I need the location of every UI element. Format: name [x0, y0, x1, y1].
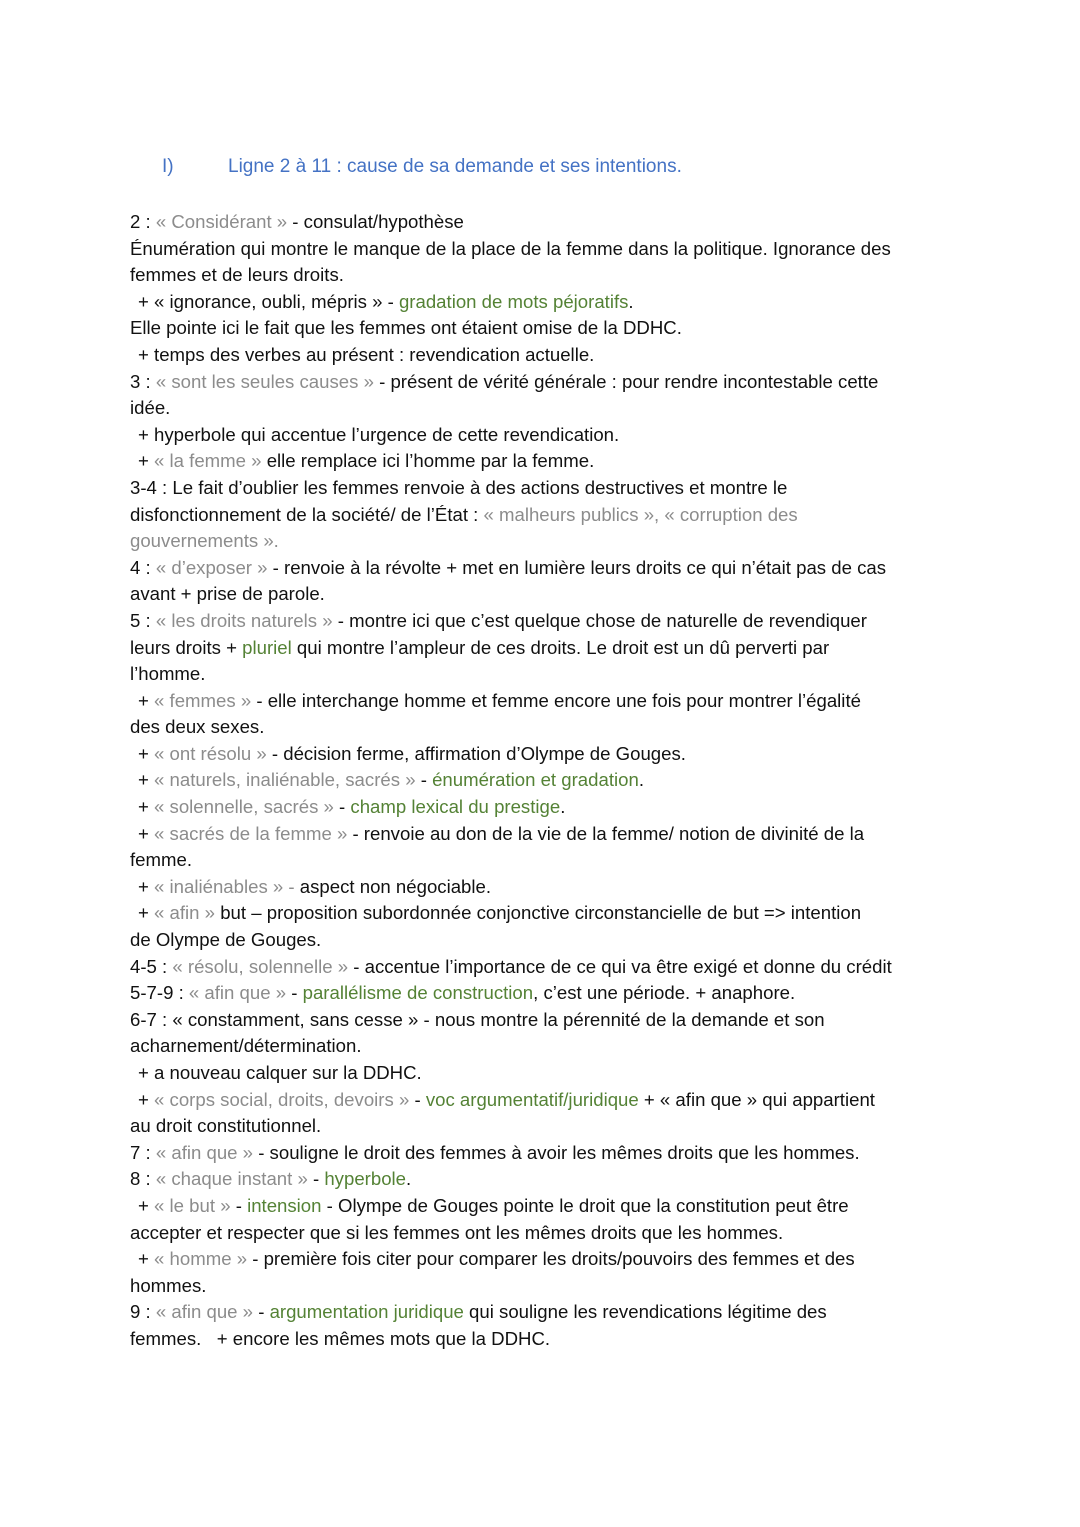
text-segment: , c’est une période. + anaphore.: [533, 982, 796, 1004]
text-segment: .: [560, 796, 566, 818]
text-segment: de Olympe de Gouges.: [130, 929, 322, 951]
quotation: « ont résolu »: [154, 742, 272, 764]
text-line: [130, 1140, 960, 1167]
quotation: « résolu, solennelle »: [172, 955, 354, 977]
text-segment: des deux sexes.: [130, 716, 265, 738]
text-line: [130, 289, 960, 316]
text-line: [130, 209, 960, 236]
text-segment: 9 :: [130, 1301, 156, 1323]
quotation: « le but »: [154, 1194, 236, 1216]
text-line: [130, 528, 960, 555]
text-segment: .: [638, 769, 644, 791]
literary-device: hyperbole: [324, 1168, 407, 1190]
text-segment: +: [138, 1248, 155, 1270]
text-segment: + temps des verbes au présent : revendication actuelle.: [138, 343, 595, 365]
text-segment: - renvoie au don de la vie de la femme/ notion de divinité de la: [352, 822, 865, 844]
text-segment: - elle interchange homme et femme encore une fois pour montrer l’égalité: [256, 689, 861, 711]
text-segment: elle remplace ici l’homme par la femme.: [266, 450, 595, 472]
quotation: « d’exposer »: [155, 556, 273, 578]
text-line: [130, 900, 960, 927]
text-line: [130, 794, 960, 821]
text-line: [130, 422, 960, 449]
text-segment: qui souligne les revendications légitime des: [463, 1301, 827, 1323]
text-line: [130, 980, 960, 1007]
text-segment: +: [138, 689, 155, 711]
text-line: [130, 767, 960, 794]
text-segment: +: [138, 796, 155, 818]
text-segment: acharnement/détermination.: [130, 1035, 362, 1057]
text-line: [130, 1273, 960, 1300]
text-segment: + « afin que » qui appartient: [638, 1088, 875, 1110]
text-segment: femmes. + encore les mêmes mots que la DDHC.: [130, 1327, 551, 1349]
text-segment: femmes et de leurs droits.: [130, 264, 344, 286]
text-segment: hommes.: [130, 1274, 207, 1296]
text-line: [130, 1166, 960, 1193]
text-segment: + a nouveau calquer sur la DDHC.: [138, 1062, 422, 1083]
text-segment: +: [138, 875, 155, 897]
text-segment: .: [406, 1168, 412, 1190]
section-number: I): [162, 156, 174, 177]
text-segment: 5-7-9 :: [130, 982, 189, 1004]
text-line: [130, 1299, 960, 1326]
literary-device: pluriel: [242, 636, 292, 658]
text-line: [130, 1193, 960, 1220]
text-segment: +: [138, 769, 155, 791]
text-segment: +: [138, 1088, 155, 1110]
text-segment: +: [138, 902, 155, 924]
literary-device: gradation de mots péjoratifs: [398, 290, 629, 312]
text-line: [130, 954, 960, 981]
text-line: [130, 821, 960, 848]
text-segment: aspect non négociable.: [299, 875, 492, 897]
text-segment: Elle pointe ici le fait que les femmes ont étaient omise de la DDHC.: [130, 317, 682, 339]
quotation: « les droits naturels »: [155, 609, 338, 631]
text-segment: 5 :: [130, 609, 156, 631]
text-line: [130, 741, 960, 768]
text-segment: + hyperbole qui accentue l’urgence de cette revendication.: [138, 423, 620, 445]
text-segment: +: [138, 1194, 155, 1216]
analysis-body: [130, 209, 960, 1353]
text-line: [130, 847, 960, 874]
quotation: « solennelle, sacrés »: [154, 796, 340, 818]
quotation: « femmes »: [154, 689, 257, 711]
text-segment: -: [235, 1194, 248, 1216]
text-segment: -: [258, 1301, 270, 1323]
text-segment: au droit constitutionnel.: [130, 1115, 322, 1137]
text-line: [130, 1246, 960, 1273]
text-segment: - accentue l’importance de ce qui va être exigé et donne du crédit: [353, 955, 892, 977]
text-line: [130, 874, 960, 901]
text-segment: 7 :: [130, 1141, 156, 1163]
quotation: « afin que »: [188, 982, 292, 1004]
text-segment: -: [291, 982, 303, 1004]
text-segment: but – proposition subordonnée conjonctive circonstancielle de but => intention: [220, 902, 862, 924]
quotation: « malheurs publics », « corruption des: [483, 503, 798, 525]
text-segment: disfonctionnement de la société/ de l’État :: [130, 503, 484, 525]
text-line: [130, 927, 960, 954]
text-line: [130, 262, 960, 289]
text-line: [130, 1113, 960, 1140]
text-segment: 4-5 :: [130, 955, 173, 977]
text-segment: 6-7 : « constamment, sans cesse » - nous montre la pérennité de la demande et son: [130, 1008, 825, 1030]
literary-device: argumentation juridique: [269, 1301, 464, 1323]
section-heading: [0, 156, 1080, 184]
text-line: [130, 1220, 960, 1247]
literary-device: voc argumentatif/juridique: [425, 1088, 639, 1110]
text-line: [130, 635, 960, 662]
quotation: « homme »: [154, 1248, 253, 1270]
text-segment: + « ignorance, oubli, mépris » -: [138, 290, 399, 312]
text-line: [130, 502, 960, 529]
quotation: « sont les seules causes »: [155, 370, 380, 392]
literary-device: intension: [247, 1194, 322, 1216]
text-line: [130, 581, 960, 608]
text-line: [130, 714, 960, 741]
text-segment: -: [420, 769, 433, 791]
text-line: [130, 236, 960, 263]
quotation: « afin »: [154, 902, 221, 924]
text-segment: femme.: [130, 849, 192, 871]
text-segment: +: [138, 742, 155, 764]
quotation: « corps social, droits, devoirs »: [154, 1088, 415, 1110]
text-line: [130, 448, 960, 475]
text-segment: +: [138, 822, 155, 844]
text-line: [130, 1033, 960, 1060]
quotation: gouvernements ».: [130, 530, 279, 552]
text-line: [130, 395, 960, 422]
text-segment: -: [312, 1168, 325, 1190]
text-segment: qui montre l’ampleur de ces droits. Le droit est un dû perverti par: [291, 636, 830, 658]
text-line: [130, 1087, 960, 1114]
quotation: « Considérant »: [155, 211, 293, 232]
text-segment: +: [138, 450, 155, 472]
quotation: « naturels, inaliénable, sacrés »: [154, 769, 421, 791]
text-line: [130, 1007, 960, 1034]
quotation: « chaque instant »: [155, 1168, 313, 1190]
text-line: [130, 475, 960, 502]
text-segment: 3 :: [130, 370, 156, 392]
text-segment: 8 :: [130, 1168, 156, 1190]
text-segment: 3-4 : Le fait d’oublier les femmes renvoie à des actions destructives et montre le: [130, 476, 788, 498]
text-segment: avant + prise de parole.: [130, 583, 325, 605]
literary-device: champ lexical du prestige: [350, 796, 561, 818]
text-line: [130, 342, 960, 369]
text-segment: - Olympe de Gouges pointe le droit que la constitution peut être: [321, 1194, 849, 1216]
text-segment: -: [339, 796, 351, 818]
text-segment: Énumération qui montre le manque de la place de la femme dans la politique. Ignorance des: [130, 237, 891, 259]
text-segment: .: [628, 290, 634, 312]
text-line: [130, 315, 960, 342]
text-segment: 2 :: [130, 211, 156, 232]
text-segment: 4 :: [130, 556, 156, 578]
text-line: [130, 555, 960, 582]
quotation: « sacrés de la femme »: [154, 822, 353, 844]
text-line: [130, 688, 960, 715]
text-segment: - première fois citer pour comparer les droits/pouvoirs des femmes et des: [252, 1248, 855, 1270]
literary-device: énumération et gradation: [432, 769, 639, 791]
text-segment: idée.: [130, 397, 171, 419]
text-line: [130, 608, 960, 635]
text-segment: - renvoie à la révolte + met en lumière leurs droits ce qui n’était pas de cas: [272, 556, 887, 578]
text-line: [130, 1326, 960, 1353]
text-segment: - montre ici que c’est quelque chose de naturelle de revendiquer: [337, 609, 867, 631]
quotation: « afin que »: [155, 1141, 259, 1163]
section-title: Ligne 2 à 11 : cause de sa demande et ses intentions.: [228, 156, 682, 177]
text-segment: accepter et respecter que si les femmes ont les mêmes droits que les hommes.: [130, 1221, 784, 1243]
text-segment: l’homme.: [130, 663, 206, 685]
text-segment: - souligne le droit des femmes à avoir les mêmes droits que les hommes.: [258, 1141, 860, 1163]
text-line: [130, 369, 960, 396]
quotation: « afin que »: [155, 1301, 259, 1323]
text-line: [130, 661, 960, 688]
text-segment: -: [414, 1088, 426, 1110]
text-segment: - présent de vérité générale : pour rendre incontestable cette: [379, 370, 879, 392]
quotation: « la femme »: [154, 450, 267, 472]
literary-device: parallélisme de construction: [302, 982, 534, 1004]
text-segment: - consulat/hypothèse: [292, 211, 464, 232]
quotation: « inaliénables » -: [154, 875, 300, 897]
text-line: [130, 1060, 960, 1087]
text-segment: leurs droits +: [130, 636, 243, 658]
text-segment: - décision ferme, affirmation d’Olympe de Gouges.: [271, 742, 686, 764]
